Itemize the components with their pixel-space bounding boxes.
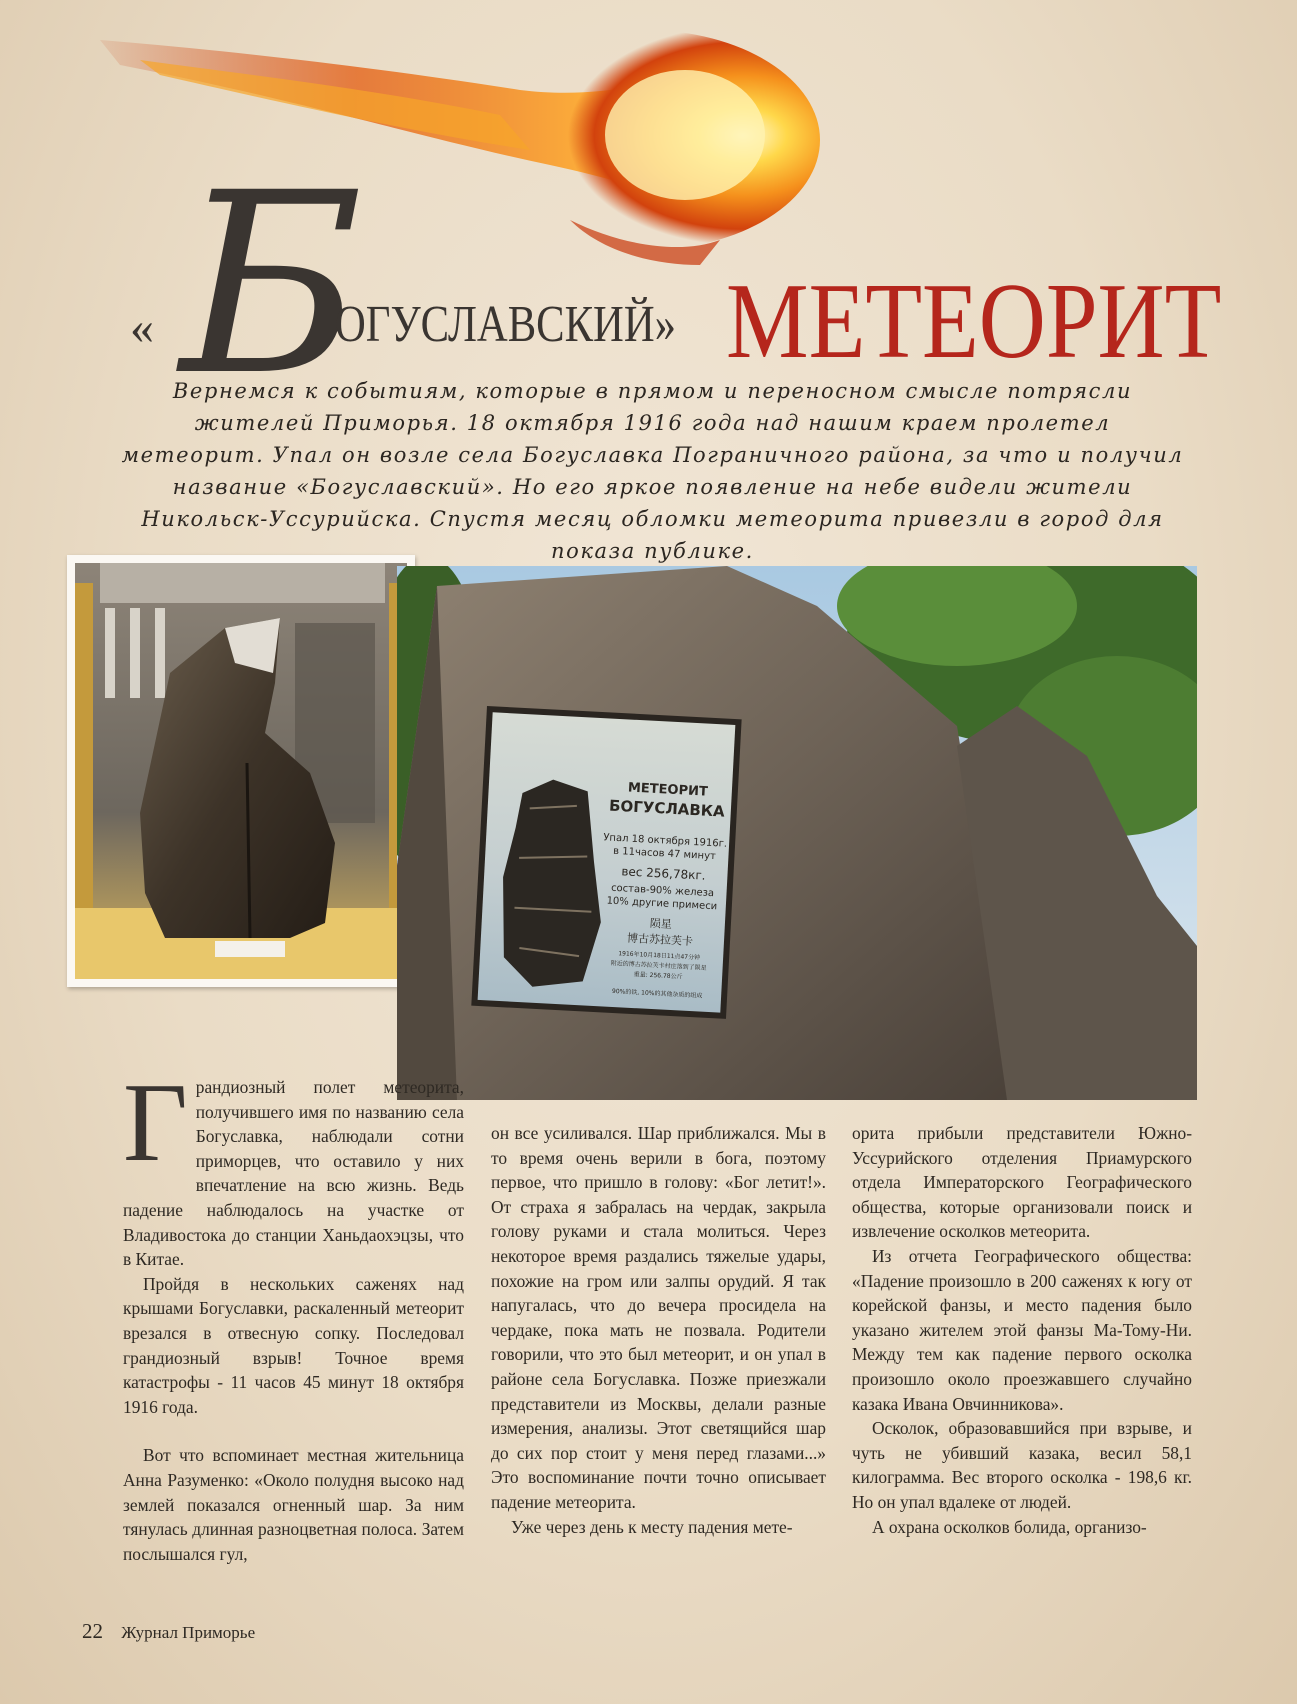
plaque-cn6: 90%的铁, 10%的其他杂质的组成 bbox=[611, 987, 703, 1000]
title-quote-open: « bbox=[130, 301, 154, 354]
title-initial-letter: Б bbox=[180, 139, 364, 430]
column-3-paragraph-2: Из отчета Географического общества: «Падение произошло в 200 саженях к югу от корейской фанзы, и место падения было указано жителем этой фанзы Ма-Тому-Ни. Между тем как падение первого осколка произошло около проезжавшего случайно казака Ивана Овчинникова». bbox=[852, 1245, 1192, 1414]
column-1-paragraph-2: Пройдя в нескольких саженях над крышами Богуславки, раскаленный метеорит врезался в отвесную сопку. Последовал грандиозный взрыв! Точное время катастрофы - 11 часов 45 минут 18 октября 1916 года. bbox=[123, 1273, 464, 1417]
museum-meteorite-photo bbox=[67, 555, 415, 987]
plaque-cn5: 重量: 256.78公斤 bbox=[633, 971, 683, 981]
page-number: 22 bbox=[82, 1619, 103, 1643]
title-main-word: ОГУСЛАВСКИЙ» bbox=[335, 296, 676, 353]
plaque-time: в 11часов 47 минут bbox=[612, 845, 717, 863]
plaque-comp1: состав-90% железа bbox=[610, 882, 715, 900]
page-footer bbox=[82, 1619, 255, 1644]
plaque-line1: МЕТЕОРИТ bbox=[627, 780, 709, 800]
plaque-cn2: 博古苏拉芙卡 bbox=[626, 931, 694, 949]
article-lead: Вернемся к событиям, которые в прямом и переносном смысле потрясли жителей Приморья. 18 октября 1916 года над нашим краем пролетел метеорит. Упал он возле села Богуславка Пограничного района, за что и получил название «Богуславский». Но его яркое появление на небе видели жители Никольск-Уссурийска. Спустя месяц обломки метеорита привезли в город для показа публике. bbox=[121, 379, 1184, 563]
journal-name: Журнал Приморье bbox=[121, 1623, 256, 1642]
plaque-comp2: 10% другие примеси bbox=[606, 895, 718, 913]
column-3-paragraph-4: А охрана осколков болида, организо- bbox=[872, 1516, 1147, 1537]
plaque-cn3: 1916年10月18日11点47分钟 bbox=[618, 950, 701, 962]
plaque-cn4: 附近的博古苏拉芙卡村庄落到了陨星 bbox=[610, 959, 707, 972]
column-1-paragraph-3: Вот что вспоминает местная жительница Анна Разуменко: «Около полудня высоко над землей показался огненный шар. За ним тянулась длинная разноцветная полоса. Затем послышался гул, bbox=[123, 1445, 464, 1564]
column-1-paragraph-1: рандиозный полет метеорита, получившего имя по названию села Богуславка, наблюдали сотни приморцев, что оставило у них впечатление на всю жизнь. Ведь падение наблюдалось на участке от Владивостока до станции Ханьдаохэцзы, что в Китае. bbox=[123, 1077, 464, 1270]
plaque-cn1: 陨星 bbox=[649, 916, 673, 931]
plaque-fell: Упал 18 октября 1916г. bbox=[603, 832, 728, 850]
drop-cap: Г bbox=[123, 1061, 188, 1185]
column-2-paragraph-2: Уже через день к месту падения мете- bbox=[511, 1516, 793, 1537]
title-accent-word: МЕТЕОРИТ bbox=[726, 262, 1222, 381]
plaque-weight: вес 256,78кг. bbox=[621, 864, 706, 883]
column-3-paragraph-3: Осколок, образовавшийся при взрыве, и чуть не убивший казака, весил 58,1 килограмма. Вес второго осколка - 198,6 кг. Но он упал вдалеке от людей. bbox=[852, 1418, 1192, 1512]
article-column-2 bbox=[491, 1121, 826, 1539]
column-2-paragraph-1: он все усиливался. Шар приближался. Мы в то время очень верили в бога, поэтому первое, что пришло в голову: «Бог летит!». От страха я забралась на чердак, закрыла голову руками и стала молиться. Через некоторое время раздались тяжелые удары, похожие на гром или залпы орудий. Я так напугалась, что до вечера просидела на чердаке, пока мать не позвала. Родители говорили, что это был метеорит, и он упал в районе села Богуславка. Позже приезжали представители из Москвы, делали разные измерения, анализы. Этот светящийся шар до сих пор стоит у меня перед глазами...» Это воспоминание почти точно описывает падение метеорита. bbox=[491, 1123, 826, 1512]
article-title bbox=[120, 139, 1222, 430]
article-column-3 bbox=[852, 1121, 1192, 1539]
column-3-paragraph-1: орита прибыли представители Южно-Уссурийского отделения Приамурского отдела Императорского Географического общества, которые организовали поиск и извлечение осколков метеорита. bbox=[852, 1123, 1192, 1242]
plaque-line2: БОГУСЛАВКА bbox=[608, 796, 726, 821]
article-column-1 bbox=[123, 1061, 464, 1566]
monument-rock-photo bbox=[397, 566, 1197, 1100]
